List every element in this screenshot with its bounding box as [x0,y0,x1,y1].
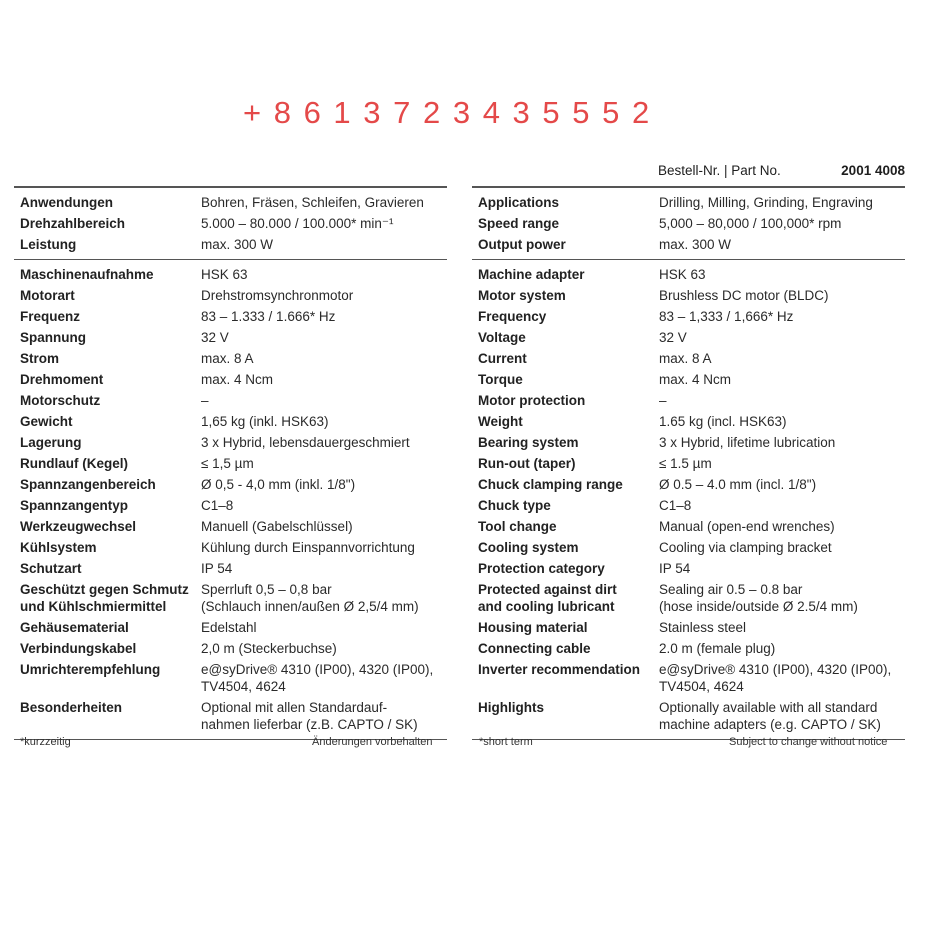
spec-label: Torque [478,372,523,387]
spec-value: Optional mit allen Standardauf- nahmen lieferbar (z.B. CAPTO / SK) [201,700,418,732]
spec-label: Output power [478,237,566,252]
spec-row [14,697,447,735]
spec-group [14,188,447,260]
spec-value: max. 4 Ncm [659,372,732,387]
spec-value: Brushless DC motor (BLDC) [659,288,829,303]
footnote-german: *kurzzeitig [20,736,71,748]
spec-row [14,537,447,558]
spec-row [14,192,447,213]
spec-value: Sealing air 0.5 – 0.8 bar (hose inside/outside Ø 2.5/4 mm) [659,582,858,614]
spec-value: C1–8 [659,498,692,513]
spec-row [472,306,905,327]
spec-row [14,495,447,516]
spec-label: Spannung [20,330,86,345]
spec-value: 32 V [201,330,229,345]
spec-row [472,327,905,348]
spec-row [14,453,447,474]
spec-row [14,327,447,348]
spec-label: Tool change [478,519,557,534]
spec-value: e@syDrive® 4310 (IP00), 4320 (IP00), TV4504, 4624 [201,662,434,694]
spec-label: Drehmoment [20,372,104,387]
spec-label: Highlights [478,700,544,715]
spec-label: Motorschutz [20,393,101,408]
spec-label: Connecting cable [478,641,591,656]
spec-label: Verbindungskabel [20,641,137,656]
spec-row [472,659,905,697]
spec-value: Cooling via clamping bracket [659,540,832,555]
spec-row [14,558,447,579]
spec-value: Sperrluft 0,5 – 0,8 bar (Schlauch innen/außen Ø 2,5/4 mm) [201,582,419,614]
spec-value: HSK 63 [659,267,706,282]
spec-value: Ø 0.5 – 4.0 mm (incl. 1/8") [659,477,817,492]
spec-group [14,260,447,740]
spec-value: 2,0 m (Steckerbuchse) [201,641,337,656]
spec-row [472,390,905,411]
spec-label: Inverter recommendation [478,662,641,677]
spec-row [472,432,905,453]
spec-value: Drehstromsynchronmotor [201,288,354,303]
spec-value: IP 54 [201,561,233,576]
spec-value: IP 54 [659,561,691,576]
spec-label: Werkzeugwechsel [20,519,137,534]
spec-label: Frequenz [20,309,81,324]
spec-label: Spannzangenbereich [20,477,156,492]
spec-label: Rundlauf (Kegel) [20,456,128,471]
spec-label: Speed range [478,216,560,231]
spec-label: Weight [478,414,523,429]
spec-value: ≤ 1,5 µm [201,456,254,471]
spec-row [14,369,447,390]
spec-row [472,285,905,306]
spec-row [472,192,905,213]
spec-label: Bearing system [478,435,579,450]
phone-watermark: + 8 6 1 3 7 2 3 4 3 5 5 5 2 [243,95,652,130]
spec-value: 3 x Hybrid, lifetime lubrication [659,435,836,450]
spec-value: e@syDrive® 4310 (IP00), 4320 (IP00), TV4504, 4624 [659,662,892,694]
spec-value: 1.65 kg (incl. HSK63) [659,414,787,429]
spec-row [472,453,905,474]
spec-value: Manual (open-end wrenches) [659,519,835,534]
spec-value: 5,000 – 80,000 / 100,000* rpm [659,216,842,231]
spec-label: Geschützt gegen Schmutz und Kühlschmiermittel [20,582,189,614]
spec-label: Cooling system [478,540,579,555]
spec-row [472,558,905,579]
spec-row [14,617,447,638]
spec-row [472,264,905,285]
spec-value: C1–8 [201,498,234,513]
spec-row [14,234,447,255]
spec-value: Optionally available with all standard machine adapters (e.g. CAPTO / SK) [659,700,881,732]
spec-value: Ø 0,5 - 4,0 mm (inkl. 1/8") [201,477,356,492]
spec-row [14,306,447,327]
spec-label: Anwendungen [20,195,113,210]
spec-label: Protected against dirt and cooling lubricant [478,582,617,614]
spec-value: – [659,393,667,408]
spec-row [472,369,905,390]
spec-label: Current [478,351,527,366]
spec-value: max. 8 A [201,351,254,366]
spec-row [472,213,905,234]
spec-row [14,659,447,697]
spec-group [472,188,905,260]
spec-value: max. 300 W [201,237,274,252]
spec-row [14,390,447,411]
spec-row [472,234,905,255]
spec-table-german [14,186,447,740]
spec-value: Kühlung durch Einspannvorrichtung [201,540,415,555]
notice-german: Änderungen vorbehalten [312,736,433,748]
spec-label: Spannzangentyp [20,498,129,513]
spec-row [14,579,447,617]
spec-value: ≤ 1.5 µm [659,456,712,471]
footnote-english: *short term [479,736,533,748]
spec-value: Stainless steel [659,620,747,635]
spec-value: 3 x Hybrid, lebensdauergeschmiert [201,435,410,450]
spec-value: – [201,393,209,408]
spec-row [14,264,447,285]
spec-value: max. 300 W [659,237,732,252]
spec-value: 2.0 m (female plug) [659,641,776,656]
spec-row [472,617,905,638]
spec-label: Maschinenaufnahme [20,267,154,282]
spec-value: HSK 63 [201,267,248,282]
spec-label: Motor system [478,288,566,303]
spec-label: Gewicht [20,414,73,429]
spec-group [472,260,905,740]
spec-row [14,516,447,537]
spec-value: Bohren, Fräsen, Schleifen, Gravieren [201,195,424,210]
spec-label: Run-out (taper) [478,456,576,471]
spec-row [472,348,905,369]
part-number-label: Bestell-Nr. | Part No. [658,163,781,178]
spec-row [14,474,447,495]
spec-value: 1,65 kg (inkl. HSK63) [201,414,329,429]
spec-label: Applications [478,195,560,210]
spec-label: Frequency [478,309,547,324]
spec-row [14,285,447,306]
spec-value: max. 8 A [659,351,712,366]
spec-row [472,516,905,537]
spec-value: Drilling, Milling, Grinding, Engraving [659,195,873,210]
spec-row [472,495,905,516]
spec-label: Kühlsystem [20,540,97,555]
spec-row [472,474,905,495]
spec-row [472,411,905,432]
spec-row [472,697,905,735]
spec-label: Strom [20,351,60,366]
notice-english: Subject to change without notice [729,736,888,748]
spec-label: Motor protection [478,393,586,408]
part-number: 2001 4008 [841,163,905,178]
spec-label: Voltage [478,330,526,345]
spec-label: Housing material [478,620,588,635]
spec-row [14,348,447,369]
spec-value: Edelstahl [201,620,257,635]
spec-row [14,432,447,453]
spec-value: max. 4 Ncm [201,372,274,387]
spec-value: 5.000 – 80.000 / 100.000* min⁻¹ [201,216,394,231]
spec-label: Leistung [20,237,77,252]
spec-label: Lagerung [20,435,82,450]
spec-row [14,411,447,432]
spec-label: Gehäusematerial [20,620,129,635]
spec-label: Umrichterempfehlung [20,662,161,677]
spec-label: Motorart [20,288,75,303]
spec-value: 83 – 1.333 / 1.666* Hz [201,309,336,324]
spec-label: Chuck type [478,498,551,513]
spec-row [472,537,905,558]
spec-label: Drehzahlbereich [20,216,126,231]
spec-row [14,213,447,234]
spec-label: Chuck clamping range [478,477,623,492]
spec-label: Schutzart [20,561,82,576]
spec-row [472,638,905,659]
spec-row [14,638,447,659]
spec-table-english [472,186,905,740]
spec-row [472,579,905,617]
spec-label: Machine adapter [478,267,585,282]
spec-value: 83 – 1,333 / 1,666* Hz [659,309,794,324]
spec-value: Manuell (Gabelschlüssel) [201,519,353,534]
spec-label: Protection category [478,561,605,576]
spec-value: 32 V [659,330,687,345]
spec-label: Besonderheiten [20,700,123,715]
